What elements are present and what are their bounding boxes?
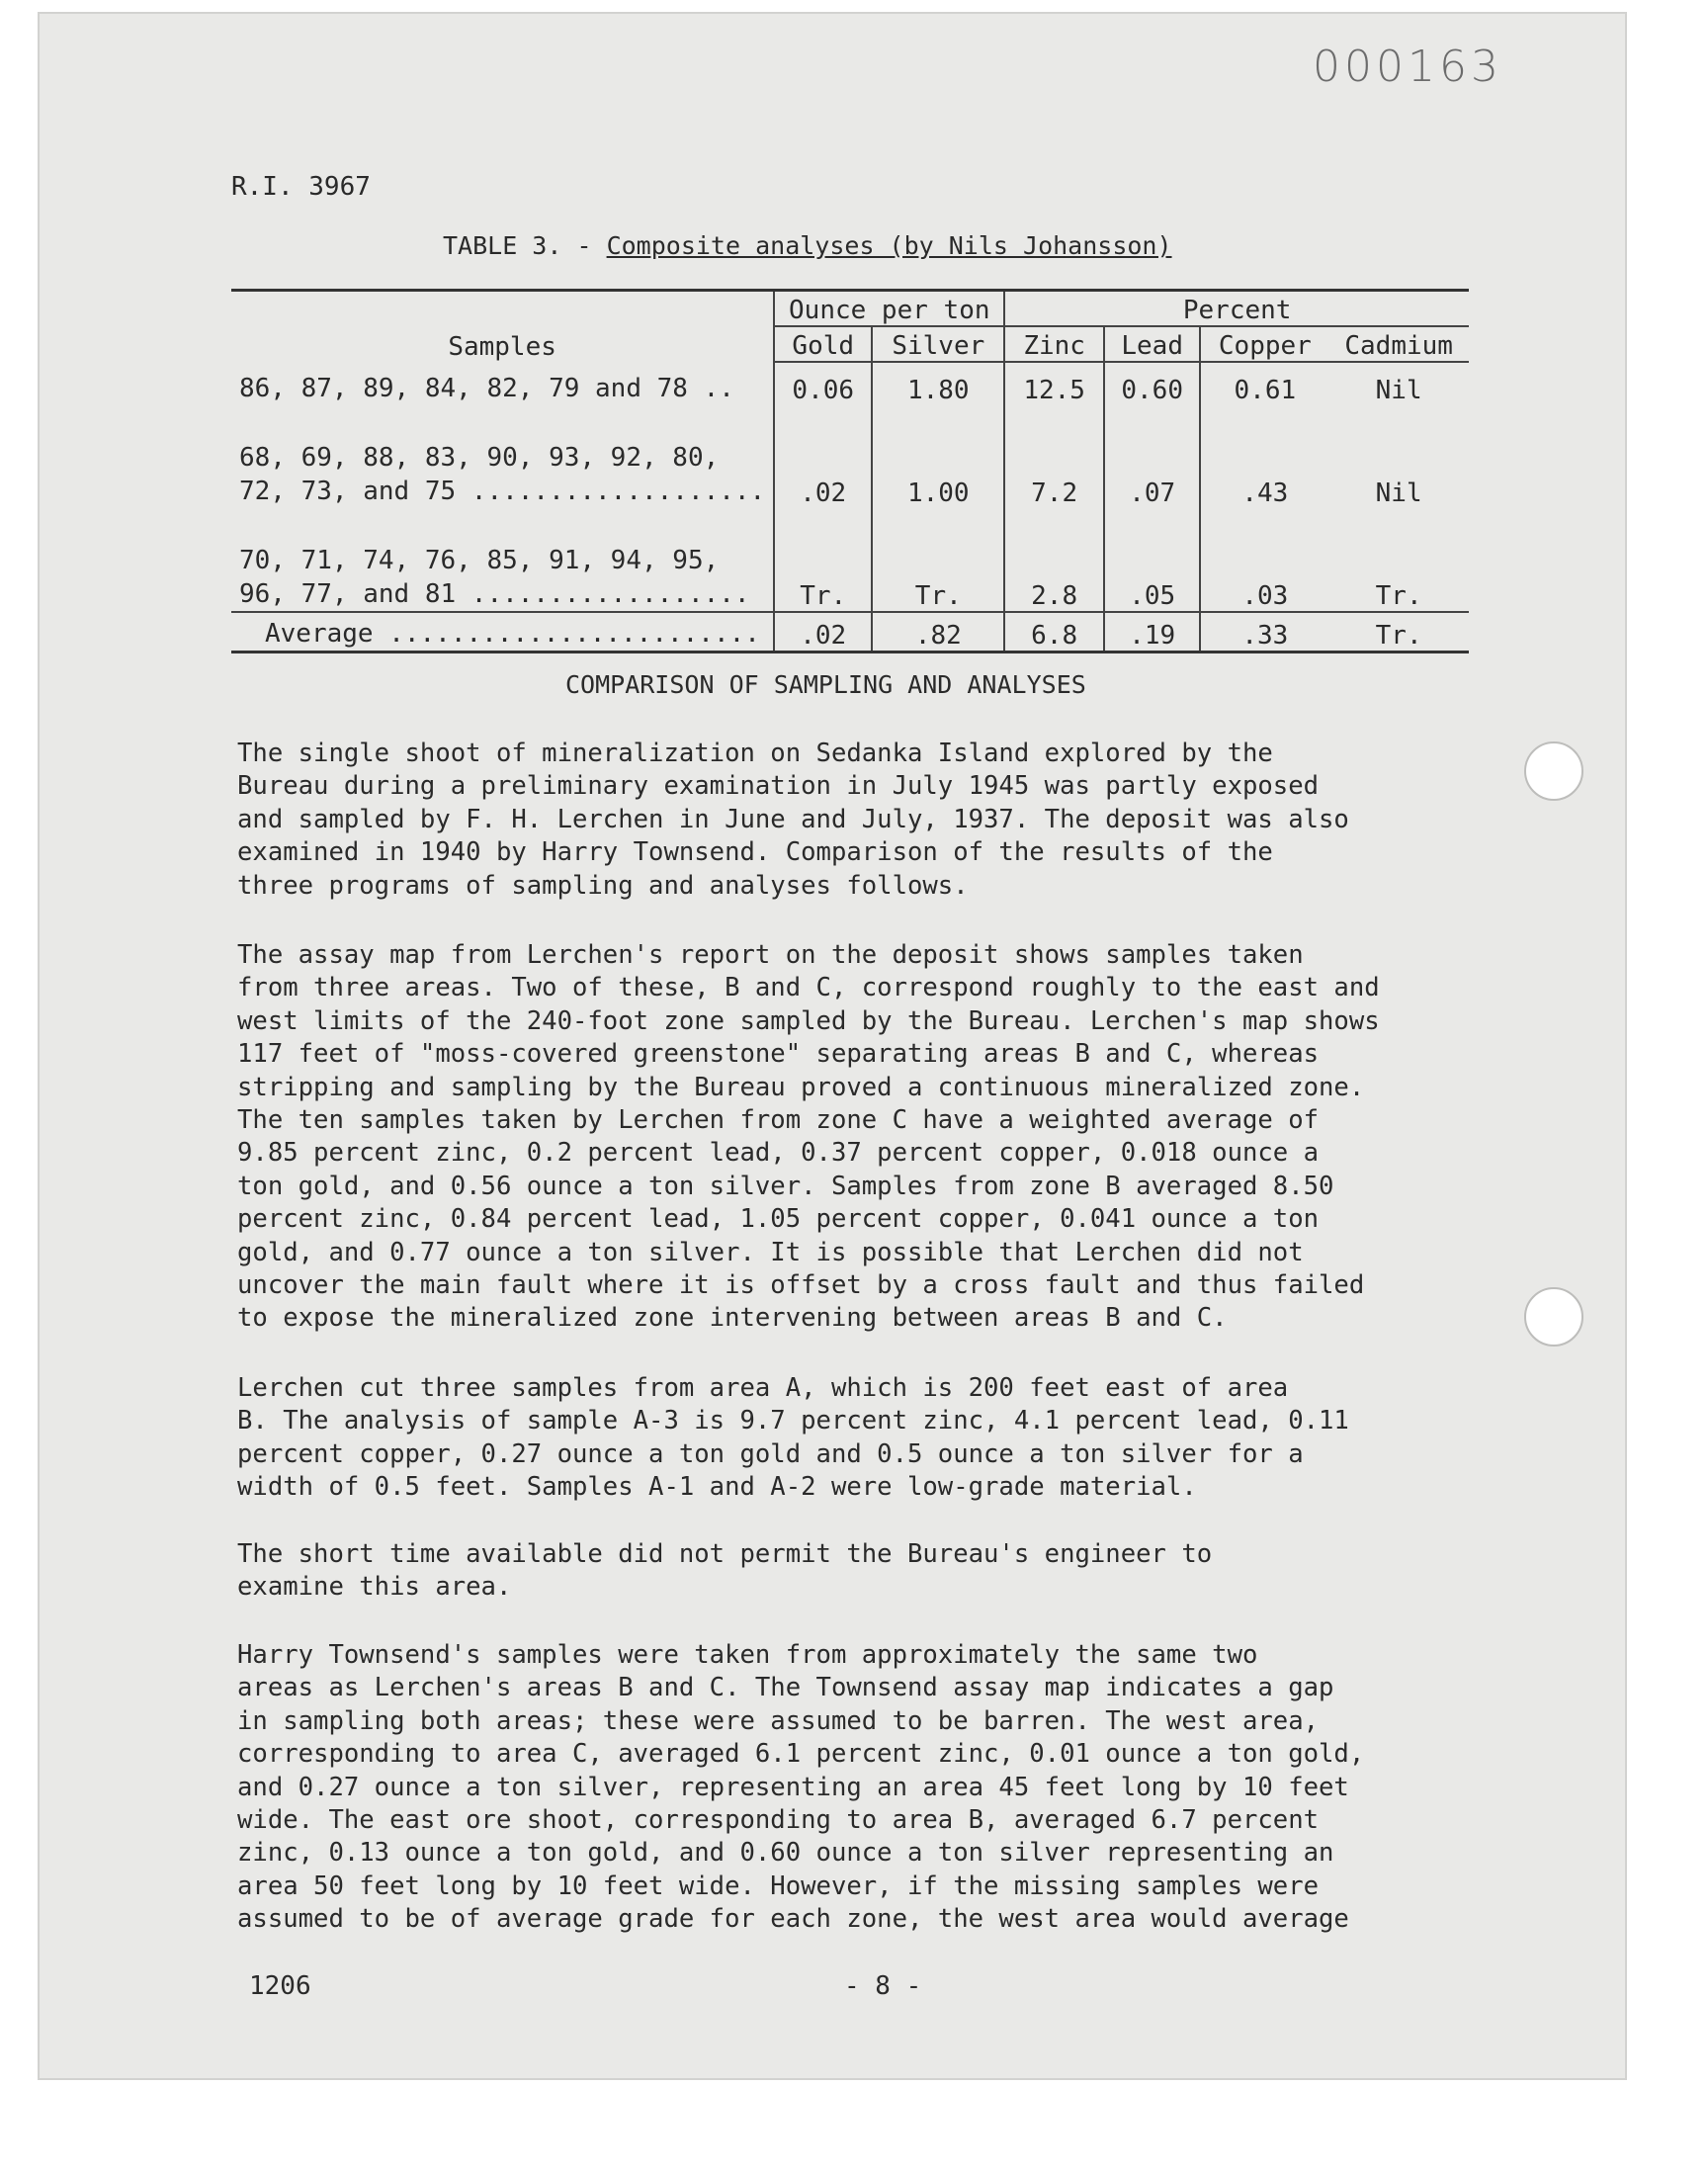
row-samples: 70, 71, 74, 76, 85, 91, 94, 95, 96, 77, and 81 .................. — [239, 546, 750, 609]
paragraph: The single shoot of mineralization on Sedanka Island explored by the Bureau during a preliminary examination in July 1945 was partly exposed and sampled by F. H. Lerchen in June and July, 1937. The deposit was also examined in 1940 by Harry Townsend. Comparison of the results of the three programs of sampling and analyses follows. — [237, 739, 1349, 901]
punch-hole — [1524, 741, 1583, 801]
cell-lead: .05 — [1104, 508, 1200, 612]
avg-cadmium: Tr. — [1328, 612, 1469, 652]
table-row — [231, 508, 1469, 612]
col-copper: Copper — [1200, 326, 1328, 362]
cell-zinc: 2.8 — [1004, 508, 1104, 612]
cell-copper: .03 — [1200, 508, 1328, 612]
row-samples: 86, 87, 89, 84, 82, 79 and 78 .. — [239, 374, 734, 403]
cell-lead: .07 — [1104, 405, 1200, 508]
cell-silver: 1.00 — [872, 405, 1004, 508]
table-title-prefix: TABLE 3. - — [443, 231, 607, 260]
composite-analyses-table — [231, 289, 1469, 653]
cell-gold: .02 — [774, 405, 872, 508]
cell-cadmium: Tr. — [1375, 581, 1422, 611]
avg-gold: .02 — [774, 612, 872, 652]
average-label: Average ........................ — [231, 612, 774, 652]
page-stamp-number: 000163 — [1313, 42, 1502, 92]
section-heading: COMPARISON OF SAMPLING AND ANALYSES — [565, 670, 1086, 699]
paragraph: Lerchen cut three samples from area A, which is 200 feet east of area B. The analysis of sample A-3 is 9.7 percent zinc, 4.1 percent lead, 0.11 percent copper, 0.27 ounce a ton gold and 0.5 ounce a ton silver for a width of 0.5 feet. Samples A-1 and A-2 were low-grade material. — [237, 1373, 1349, 1503]
report-id: R.I. 3967 — [231, 172, 371, 202]
cell-gold: Tr. — [774, 508, 872, 612]
ounce-per-ton-header: Ounce per ton — [774, 291, 1004, 327]
table-row — [231, 362, 1469, 405]
cell-silver: 1.80 — [872, 362, 1004, 405]
avg-zinc: 6.8 — [1004, 612, 1104, 652]
cell-lead: 0.60 — [1104, 362, 1200, 405]
table-row — [231, 405, 1469, 508]
table-row-average — [231, 612, 1469, 652]
cell-cadmium: Nil — [1375, 478, 1422, 508]
col-cadmium: Cadmium — [1328, 326, 1469, 362]
avg-silver: .82 — [872, 612, 1004, 652]
avg-copper: .33 — [1200, 612, 1328, 652]
table-title — [443, 231, 1172, 260]
col-gold: Gold — [774, 326, 872, 362]
percent-header: Percent — [1004, 291, 1469, 327]
col-lead: Lead — [1104, 326, 1200, 362]
punch-hole — [1524, 1287, 1583, 1347]
col-silver: Silver — [872, 326, 1004, 362]
cell-zinc: 7.2 — [1004, 405, 1104, 508]
cell-copper: 0.61 — [1200, 362, 1328, 405]
cell-gold: 0.06 — [774, 362, 872, 405]
page-number: - 8 - — [844, 1971, 922, 2001]
samples-header: Samples — [448, 332, 556, 362]
footer-code: 1206 — [249, 1971, 311, 2001]
paragraph: The short time available did not permit the Bureau's engineer to examine this area. — [237, 1539, 1213, 1603]
table-title-text: Composite analyses (by Nils Johansson) — [606, 231, 1172, 260]
row-samples: 68, 69, 88, 83, 90, 93, 92, 80, 72, 73, and 75 ................... — [239, 443, 766, 506]
cell-cadmium: Nil — [1375, 376, 1422, 405]
paragraph: The assay map from Lerchen's report on the deposit shows samples taken from three areas. Two of these, B and C, correspond roughly to the east and west limits of the 240-foot zone sampled by the Bureau. Lerchen's map shows 117 feet of "moss-covered greenstone" separating areas B and C, whereas stripping and sampling by the Bureau proved a continuous mineralized zone. The ten samples taken by Lerchen from zone C have a weighted average of 9.85 percent zinc, 0.2 percent lead, 0.37 percent copper, 0.018 ounce a ton gold, and 0.56 ounce a ton silver. Samples from zone B averaged 8.50 percent zinc, 0.84 percent lead, 1.05 percent copper, 0.041 ounce a ton gold, and 0.77 ounce a ton silver. It is possible that Lerchen did not uncover the main fault where it is offset by a cross fault and thus failed to expose the mineralized zone intervening between areas B and C. — [237, 940, 1380, 1334]
col-zinc: Zinc — [1004, 326, 1104, 362]
cell-zinc: 12.5 — [1004, 362, 1104, 405]
document-page — [38, 12, 1627, 2080]
avg-lead: .19 — [1104, 612, 1200, 652]
cell-silver: Tr. — [872, 508, 1004, 612]
cell-copper: .43 — [1200, 405, 1328, 508]
paragraph: Harry Townsend's samples were taken from approximately the same two areas as Lerchen's areas B and C. The Townsend assay map indicates a gap in sampling both areas; these were assumed to be barren. The west area, corresponding to area C, averaged 6.1 percent zinc, 0.01 ounce a ton gold, and 0.27 ounce a ton silver, representing an area 45 feet long by 10 feet wide. The east ore shoot, corresponding to area B, averaged 6.7 percent zinc, 0.13 ounce a ton gold, and 0.60 ounce a ton silver representing an area 50 feet long by 10 feet wide. However, if the missing samples were assumed to be of average grade for each zone, the west area would average — [237, 1640, 1365, 1935]
